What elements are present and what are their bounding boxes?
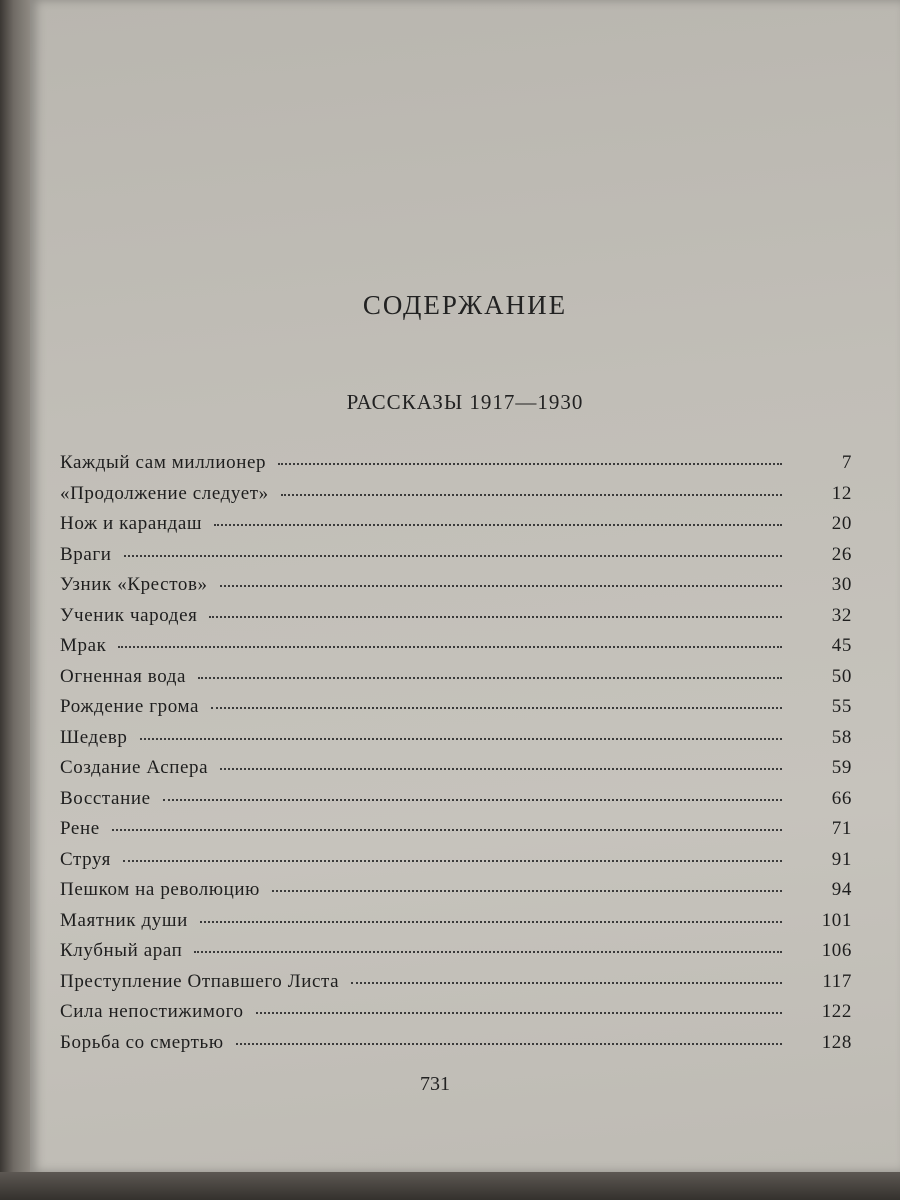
dot-leader bbox=[214, 524, 782, 526]
toc-entry-page: 91 bbox=[831, 848, 852, 870]
toc-entry-page: 101 bbox=[821, 909, 852, 931]
dot-leader bbox=[124, 555, 782, 557]
dot-leader bbox=[220, 768, 782, 770]
toc-entry bbox=[60, 1032, 852, 1063]
toc-entry bbox=[60, 513, 852, 544]
toc-entry bbox=[60, 757, 852, 788]
toc-entry-title: Маятник души bbox=[60, 909, 188, 931]
toc-entry-page: 128 bbox=[821, 1031, 852, 1053]
toc-entry-title: Восстание bbox=[60, 787, 151, 809]
dot-leader bbox=[278, 463, 782, 465]
toc-entry-title: Рене bbox=[60, 818, 100, 839]
book-page bbox=[30, 0, 900, 1172]
toc-entry bbox=[60, 818, 852, 849]
toc-entry bbox=[60, 574, 852, 605]
toc-entry bbox=[60, 1001, 852, 1032]
dot-leader bbox=[281, 494, 782, 496]
toc-entry-title: Пешком на революцию bbox=[60, 879, 260, 900]
toc-entry-title: Огненная вода bbox=[60, 665, 187, 687]
dot-leader bbox=[123, 860, 782, 862]
toc-entry-title: Создание Аспера bbox=[60, 757, 209, 778]
toc-entry-page: 58 bbox=[831, 726, 852, 748]
toc-entry bbox=[60, 910, 852, 941]
dot-leader bbox=[118, 646, 782, 648]
toc-entry-page: 94 bbox=[831, 879, 852, 900]
dot-leader bbox=[220, 585, 782, 587]
dot-leader bbox=[140, 738, 782, 740]
toc-entry bbox=[60, 483, 852, 514]
toc-entry bbox=[60, 544, 852, 575]
dot-leader bbox=[209, 616, 782, 618]
toc-entry bbox=[60, 971, 852, 1002]
dot-leader bbox=[256, 1012, 782, 1014]
toc-entry-page: 66 bbox=[831, 787, 852, 809]
toc-entry bbox=[60, 666, 852, 697]
toc-entry bbox=[60, 940, 852, 971]
toc-entry-page: 71 bbox=[831, 818, 852, 839]
toc-entry-title: Каждый сам миллионер bbox=[60, 452, 267, 473]
dot-leader bbox=[198, 677, 782, 679]
toc-entry-title: Ученик чародея bbox=[60, 604, 198, 626]
dot-leader bbox=[112, 829, 782, 831]
toc-entry-title: Шедевр bbox=[60, 726, 128, 748]
toc-entry bbox=[60, 696, 852, 727]
toc-entry-page: 30 bbox=[831, 574, 852, 595]
toc-entry-title: Нож и карандаш bbox=[60, 513, 203, 534]
dot-leader bbox=[163, 799, 782, 801]
table-of-contents bbox=[60, 452, 852, 1062]
dot-leader bbox=[272, 890, 782, 892]
toc-entry-title: Мрак bbox=[60, 635, 107, 656]
toc-entry-page: 122 bbox=[821, 1001, 852, 1022]
toc-entry bbox=[60, 879, 852, 910]
book-spine-shadow bbox=[0, 0, 30, 1200]
toc-entry-page: 26 bbox=[831, 543, 852, 565]
toc-entry-page: 117 bbox=[822, 970, 852, 992]
dot-leader bbox=[211, 707, 782, 709]
dot-leader bbox=[351, 982, 782, 984]
toc-entry-page: 12 bbox=[831, 482, 852, 504]
book-bottom-edge bbox=[0, 1172, 900, 1200]
section-title: РАССКАЗЫ 1917—1930 bbox=[346, 390, 584, 414]
toc-entry-title: Борьба со смертью bbox=[60, 1031, 224, 1053]
dot-leader bbox=[200, 921, 782, 923]
toc-entry-title: Узник «Крестов» bbox=[60, 574, 208, 595]
toc-entry-page: 55 bbox=[831, 696, 852, 717]
toc-entry bbox=[60, 605, 852, 636]
page-number: 731 bbox=[420, 1073, 450, 1095]
toc-entry bbox=[60, 727, 852, 758]
toc-entry bbox=[60, 452, 852, 483]
toc-entry-title: Рождение грома bbox=[60, 696, 200, 717]
toc-entry-title: Струя bbox=[60, 848, 111, 870]
toc-entry-title: Сила непостижимого bbox=[60, 1001, 244, 1022]
page-heading: СОДЕРЖАНИЕ bbox=[362, 290, 568, 320]
toc-entry-page: 7 bbox=[841, 452, 852, 473]
toc-entry-page: 32 bbox=[831, 604, 852, 626]
toc-entry bbox=[60, 635, 852, 666]
toc-entry-title: Преступление Отпавшего Листа bbox=[60, 970, 340, 992]
toc-entry-page: 59 bbox=[831, 757, 852, 778]
toc-entry-title: Враги bbox=[60, 543, 112, 565]
toc-entry-title: «Продолжение следует» bbox=[60, 482, 269, 504]
toc-entry-title: Клубный арап bbox=[60, 940, 183, 961]
toc-entry-page: 20 bbox=[831, 513, 852, 534]
toc-entry bbox=[60, 849, 852, 880]
toc-entry-page: 106 bbox=[821, 940, 852, 961]
toc-entry-page: 45 bbox=[831, 635, 852, 656]
dot-leader bbox=[194, 951, 782, 953]
toc-entry-page: 50 bbox=[831, 665, 852, 687]
dot-leader bbox=[236, 1043, 782, 1045]
toc-entry bbox=[60, 788, 852, 819]
